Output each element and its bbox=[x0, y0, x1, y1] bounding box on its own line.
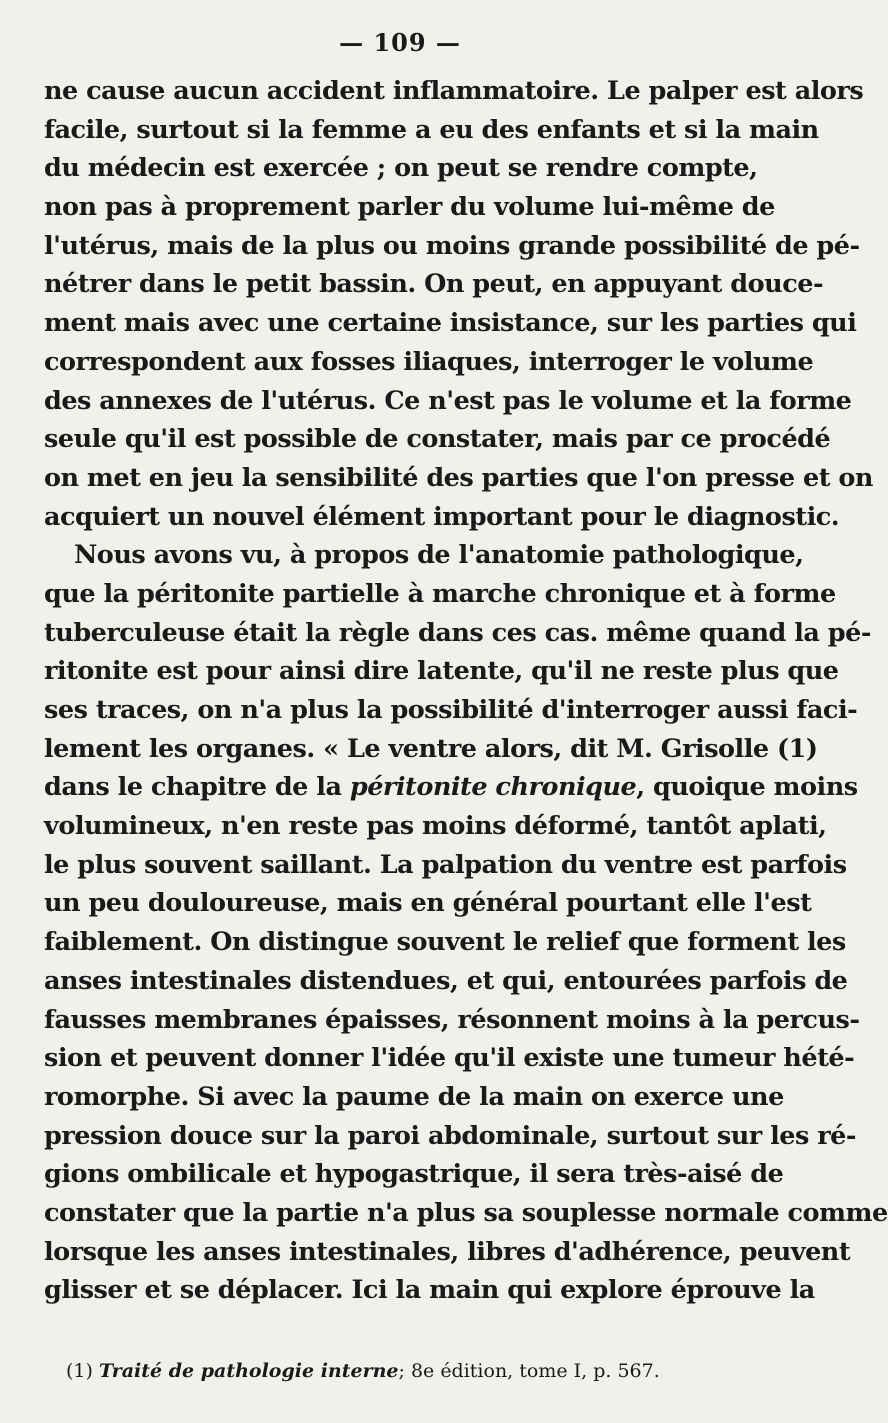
text-line: lement les organes. « Le ventre alors, dit M. Grisolle (1) bbox=[44, 733, 818, 764]
footnote-marker: (1) bbox=[66, 1360, 93, 1382]
text-line: romorphe. Si avec la paume de la main on exerce une bbox=[44, 1081, 784, 1112]
text-line: lorsque les anses intestinales, libres d'adhérence, peuvent bbox=[44, 1236, 851, 1267]
text-line: du médecin est exercée ; on peut se rendre compte, bbox=[44, 153, 758, 184]
text-line: facile, surtout si la femme a eu des enfants et si la main bbox=[44, 114, 819, 145]
text-line: nétrer dans le petit bassin. On peut, en appuyant douce- bbox=[44, 269, 824, 300]
text-line: on met en jeu la sensibilité des parties que l'on presse et on bbox=[44, 462, 873, 493]
text-line: ritonite est pour ainsi dire latente, qu'il ne reste plus que bbox=[44, 656, 839, 687]
footnote bbox=[66, 1360, 766, 1382]
text-line: que la péritonite partielle à marche chronique et à forme bbox=[44, 578, 836, 609]
page-number: — 109 — bbox=[339, 28, 461, 57]
text-line: seule qu'il est possible de constater, mais par ce procédé bbox=[44, 424, 831, 455]
text-line: fausses membranes épaisses, résonnent moins à la percus- bbox=[44, 1004, 860, 1035]
text-line: l'utérus, mais de la plus ou moins grande possibilité de pé- bbox=[44, 230, 860, 261]
text-line: acquiert un nouvel élément important pour le diagnostic. bbox=[44, 501, 840, 532]
footnote-title: Traité de pathologie interne bbox=[98, 1360, 399, 1382]
page-body bbox=[44, 72, 888, 1310]
text-line: un peu douloureuse, mais en général pourtant elle l'est bbox=[44, 888, 812, 919]
text-line: ment mais avec une certaine insistance, sur les parties qui bbox=[44, 308, 857, 339]
text-run: dans le chapitre de la bbox=[44, 772, 350, 803]
text-run: , quoique moins bbox=[636, 772, 858, 803]
footnote-rest: ; 8e édition, tome I, p. 567. bbox=[398, 1360, 660, 1382]
text-line: tuberculeuse était la règle dans ces cas. même quand la pé- bbox=[44, 617, 871, 648]
text-line: ne cause aucun accident inflammatoire. Le palper est alors bbox=[44, 76, 864, 106]
text-line: faiblement. On distingue souvent le relief que forment les bbox=[44, 927, 846, 958]
text-line: anses intestinales distendues, et qui, entourées parfois de bbox=[44, 965, 848, 996]
italic-run: péritonite chronique bbox=[349, 772, 637, 803]
text-line: ses traces, on n'a plus la possibilité d'interroger aussi faci- bbox=[44, 695, 858, 725]
text-line: Nous avons vu, à propos de l'anatomie pathologique, bbox=[74, 540, 804, 571]
text-line: volumineux, n'en reste pas moins déformé, tantôt aplati, bbox=[44, 811, 827, 842]
text-line: constater que la partie n'a plus sa souplesse normale comme bbox=[44, 1197, 888, 1228]
text-line: sion et peuvent donner l'idée qu'il existe une tumeur hété- bbox=[44, 1043, 855, 1074]
text-line: non pas à proprement parler du volume lui-même de bbox=[44, 192, 775, 223]
text-line: glisser et se déplacer. Ici la main qui explore éprouve la bbox=[44, 1275, 815, 1306]
text-line: le plus souvent saillant. La palpation du ventre est parfois bbox=[44, 849, 847, 880]
text-line: gions ombilicale et hypogastrique, il sera très-aisé de bbox=[44, 1159, 784, 1190]
text-line: correspondent aux fosses iliaques, interroger le volume bbox=[44, 346, 814, 377]
text-line: pression douce sur la paroi abdominale, surtout sur les ré- bbox=[44, 1120, 856, 1151]
text-line: des annexes de l'utérus. Ce n'est pas le volume et la forme bbox=[44, 385, 852, 416]
text-line bbox=[44, 768, 858, 807]
